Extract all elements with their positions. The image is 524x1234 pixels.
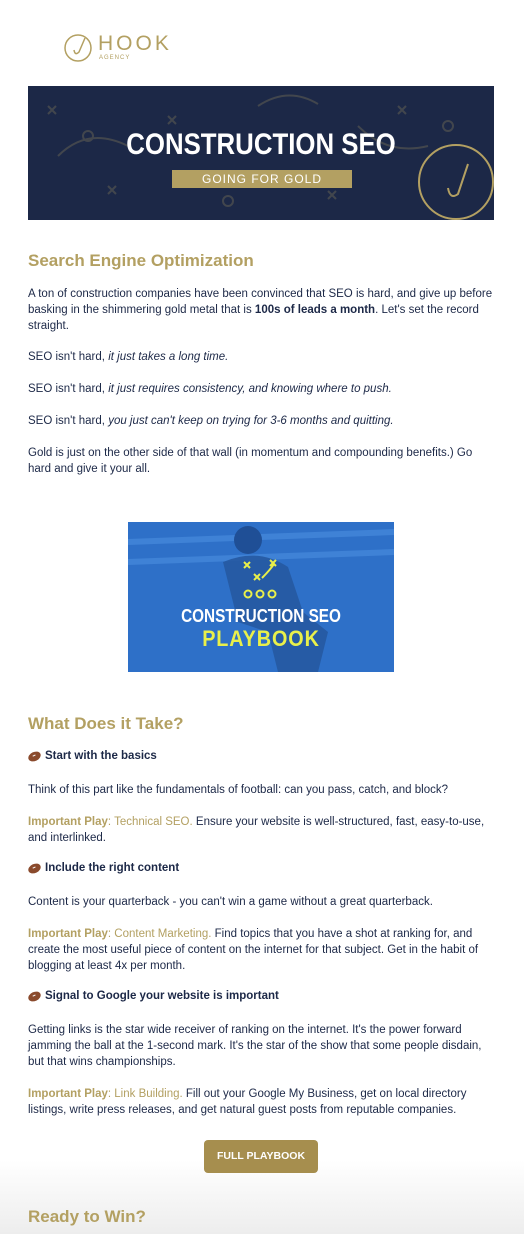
football-icon — [27, 861, 43, 875]
playbook-title: CONSTRUCTION SEO — [181, 606, 341, 626]
item-desc-basics: Think of this part like the fundamentals of football: can you pass, catch, and block? — [28, 784, 448, 796]
item-heading-content: Include the right content — [28, 862, 179, 874]
item-desc-links: Getting links is the star wide receiver of ranking on the internet. It's the power forward jamming the ball at the 1-second mark. It's the star of the show that some people disdain, but that wins championships. — [28, 1024, 482, 1068]
statement-consistency: SEO isn't hard, it just requires consistency, and knowing where to push. — [28, 383, 392, 395]
hook-logo-icon — [63, 30, 93, 64]
full-playbook-button[interactable] — [204, 1140, 318, 1173]
playbook-subtitle: PLAYBOOK — [202, 626, 320, 651]
hook-agency-logo[interactable] — [63, 30, 172, 64]
football-icon — [27, 749, 43, 763]
play-diagram-icon — [240, 556, 284, 602]
hero-title: CONSTRUCTION SEO — [126, 128, 396, 161]
intro-paragraph: A ton of construction companies have been convinced that SEO is hard, and give up before basking in the shimmering gold metal that is 100s of leads a month. Let's set the record straight. — [28, 288, 493, 332]
statement-quitting: SEO isn't hard, you just can't keep on trying for 3-6 months and quitting. — [28, 415, 394, 427]
logo-sub: AGENCY — [99, 55, 131, 61]
item-heading-basics: Start with the basics — [28, 750, 157, 762]
important-play-technical: Important Play: Technical SEO. Ensure your website is well-structured, fast, easy-to-use, and interlinked. — [28, 816, 485, 844]
hero-badge-label: GOING FOR GOLD — [201, 172, 322, 186]
gold-paragraph: Gold is just on the other side of that wall (in momentum and compounding benefits.) Go hard and give it your all. — [28, 447, 473, 475]
important-play-links: Important Play: Link Building. Fill out your Google My Business, get on local directory listings, write press releases, and get natural guest posts from reputable companies. — [28, 1088, 467, 1116]
hero-banner[interactable] — [28, 86, 494, 220]
playbook-image[interactable] — [128, 522, 394, 672]
section-heading-ready: Ready to Win? — [28, 1207, 146, 1226]
logo-name: HOOK — [98, 32, 172, 55]
item-heading-links: Signal to Google your website is important — [28, 990, 279, 1002]
hook-emblem-icon — [416, 142, 494, 220]
statement-time: SEO isn't hard, it just takes a long time. — [28, 351, 229, 363]
section-heading-take: What Does it Take? — [28, 714, 184, 733]
football-icon — [27, 989, 43, 1003]
section-heading-seo: Search Engine Optimization — [28, 251, 254, 270]
important-play-content: Important Play: Content Marketing. Find topics that you have a shot at ranking for, and create the most useful piece of content on the internet for that subject. Get in the habit of blogging at least 4x per month. — [28, 928, 479, 972]
full-playbook-label: FULL PLAYBOOK — [216, 1150, 306, 1162]
item-desc-content: Content is your quarterback - you can't win a game without a great quarterback. — [28, 896, 433, 908]
hero-badge — [172, 170, 352, 188]
